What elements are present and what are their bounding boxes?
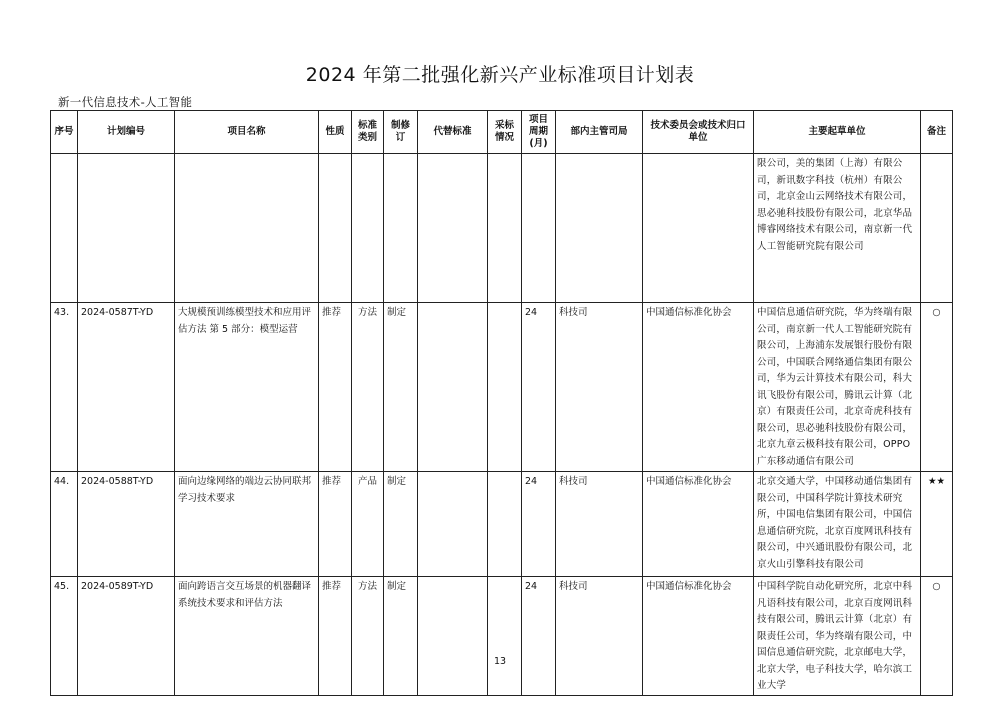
period-cell: 24 — [522, 472, 556, 577]
col-header-notes: 备注 — [921, 111, 953, 154]
seq-cell: 43. — [51, 303, 78, 472]
col-header-std-type: 标准类别 — [352, 111, 384, 154]
revision-cell: 制定 — [384, 303, 418, 472]
project-name-cell: 面向跨语言交互场景的机器翻译系统技术要求和评估方法 — [175, 577, 319, 696]
dept-cell: 科技司 — [556, 472, 643, 577]
col-header-nature: 性质 — [319, 111, 352, 154]
table-row — [51, 472, 953, 577]
committee-cell: 中国通信标准化协会 — [643, 303, 754, 472]
drafters-cell: 限公司，美的集团（上海）有限公司，新讯数字科技（杭州）有限公司，北京金山云网络技术有限公司，思必驰科技股份有限公司，北京华品博睿网络技术有限公司，南京新一代人工智能研究院有限公司 — [754, 154, 921, 303]
dept-cell: 科技司 — [556, 303, 643, 472]
project-name-cell: 面向边缘网络的端边云协同联邦学习技术要求 — [175, 472, 319, 577]
col-header-period: 项目周期(月) — [522, 111, 556, 154]
project-name-cell: 大规模预训练模型技术和应用评估方法 第 5 部分：模型运营 — [175, 303, 319, 472]
plan-no-cell: 2024-0589T-YD — [78, 577, 175, 696]
col-header-name: 项目名称 — [175, 111, 319, 154]
col-header-adoption: 采标情况 — [488, 111, 522, 154]
drafters-cell: 北京交通大学，中国移动通信集团有限公司，中国科学院计算技术研究所，中国电信集团有限公司，中国信息通信研究院，北京百度网讯科技有限公司，中兴通讯股份有限公司，北京火山引擎科技有限公司 — [754, 472, 921, 577]
nature-cell: 推荐 — [319, 577, 352, 696]
col-header-drafters: 主要起草单位 — [754, 111, 921, 154]
replaces-cell — [418, 577, 488, 696]
notes-cell: ★★ — [921, 472, 953, 577]
table-row-continuation — [51, 154, 953, 303]
col-header-revision: 制修订 — [384, 111, 418, 154]
notes-cell: ○ — [921, 303, 953, 472]
adoption-cell — [488, 303, 522, 472]
standards-plan-table — [50, 110, 953, 696]
replaces-cell — [418, 472, 488, 577]
adoption-cell — [488, 472, 522, 577]
std-type-cell: 产品 — [352, 472, 384, 577]
col-header-seq: 序号 — [51, 111, 78, 154]
std-type-cell: 方法 — [352, 303, 384, 472]
table-row — [51, 577, 953, 696]
drafters-cell: 中国科学院自动化研究所，北京中科凡语科技有限公司，北京百度网讯科技有限公司，腾讯云计算（北京）有限责任公司，华为终端有限公司，中国信息通信研究院，北京邮电大学，北京大学，电子科技大学，哈尔滨工业大学 — [754, 577, 921, 696]
category-label: 新一代信息技术-人工智能 — [58, 95, 193, 109]
seq-cell: 45. — [51, 577, 78, 696]
committee-cell: 中国通信标准化协会 — [643, 472, 754, 577]
table-header-row — [51, 111, 953, 154]
revision-cell: 制定 — [384, 472, 418, 577]
nature-cell: 推荐 — [319, 472, 352, 577]
page-number: 13 — [493, 656, 507, 667]
col-header-committee: 技术委员会或技术归口单位 — [643, 111, 754, 154]
col-header-dept: 部内主管司局 — [556, 111, 643, 154]
period-cell: 24 — [522, 577, 556, 696]
seq-cell: 44. — [51, 472, 78, 577]
committee-cell: 中国通信标准化协会 — [643, 577, 754, 696]
revision-cell: 制定 — [384, 577, 418, 696]
dept-cell: 科技司 — [556, 577, 643, 696]
drafters-cell: 中国信息通信研究院，华为终端有限公司，南京新一代人工智能研究院有限公司，上海浦东发展银行股份有限公司，中国联合网络通信集团有限公司，华为云计算技术有限公司，科大讯飞股份有限公司，腾讯云计算（北京）有限责任公司，北京奇虎科技有限公司，思必驰科技股份有限公司，北京九章云极科技有限公司，OPPO 广东移动通信有限公司 — [754, 303, 921, 472]
replaces-cell — [418, 303, 488, 472]
page-title: 2024 年第二批强化新兴产业标准项目计划表 — [305, 64, 695, 86]
adoption-cell — [488, 577, 522, 696]
col-header-plan-no: 计划编号 — [78, 111, 175, 154]
notes-cell: ○ — [921, 577, 953, 696]
std-type-cell: 方法 — [352, 577, 384, 696]
table-row — [51, 303, 953, 472]
plan-no-cell: 2024-0587T-YD — [78, 303, 175, 472]
period-cell: 24 — [522, 303, 556, 472]
col-header-replaces: 代替标准 — [418, 111, 488, 154]
plan-no-cell: 2024-0588T-YD — [78, 472, 175, 577]
nature-cell: 推荐 — [319, 303, 352, 472]
